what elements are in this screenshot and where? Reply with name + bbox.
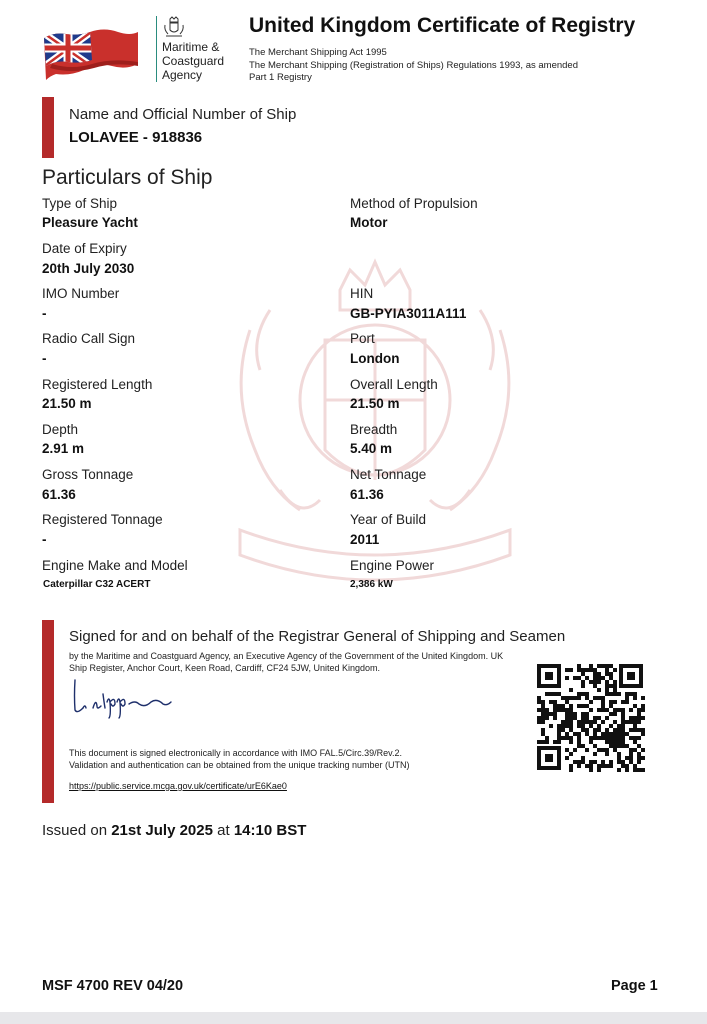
type-of-ship-label: Type of Ship bbox=[42, 196, 118, 211]
registered-length-label: Registered Length bbox=[42, 377, 153, 392]
engine-power-value: 2,386 kW bbox=[350, 579, 393, 590]
qr-code bbox=[535, 662, 645, 772]
engine-model-value: Caterpillar C32 ACERT bbox=[43, 579, 151, 590]
registered-tonnage-value: - bbox=[42, 532, 47, 547]
signature-accent-bar bbox=[42, 620, 54, 803]
issued-time: 14:10 BST bbox=[233, 822, 307, 839]
electronic-signature-notice: This document is signed electronically in accordance with IMO FAL.5/Circ.39/Rev.2. Validation and authentication can be obtained from the unique tracking number (UTN) bbox=[69, 748, 410, 770]
agency-address-text: by the Maritime and Coastguard Agency, an Executive Agency of the Government of the United Kingdom. UK Ship Register, Anchor Court, Keen Road, Cardiff, CF24 5JW, United Kingdom. bbox=[69, 651, 504, 673]
page-number: Page 1 bbox=[611, 978, 658, 994]
propulsion-label: Method of Propulsion bbox=[350, 196, 478, 211]
issued-on-text: Issued on 21st July 2025 at 14:10 BST bbox=[42, 822, 307, 839]
hin-label: HIN bbox=[350, 286, 374, 301]
registered-tonnage-label: Registered Tonnage bbox=[42, 512, 163, 527]
signed-on-behalf-title: Signed for and on behalf of the Registrar General of Shipping and Seamen bbox=[69, 628, 566, 645]
registered-length-value: 21.50 m bbox=[42, 396, 92, 411]
ship-name-label: Name and Official Number of Ship bbox=[69, 106, 297, 123]
royal-crest-icon bbox=[162, 16, 186, 38]
certificate-title: United Kingdom Certificate of Registry bbox=[249, 14, 636, 37]
depth-label: Depth bbox=[42, 422, 79, 437]
type-of-ship-value: Pleasure Yacht bbox=[42, 215, 138, 230]
overall-length-label: Overall Length bbox=[350, 377, 438, 392]
expiry-date-value: 20th July 2030 bbox=[42, 261, 135, 276]
breadth-label: Breadth bbox=[350, 422, 398, 437]
particulars-title: Particulars of Ship bbox=[42, 166, 213, 189]
viewer-bottom-strip bbox=[0, 1012, 707, 1024]
gross-tonnage-label: Gross Tonnage bbox=[42, 467, 134, 482]
gross-tonnage-value: 61.36 bbox=[42, 487, 76, 502]
propulsion-value: Motor bbox=[350, 215, 388, 230]
radio-call-sign-label: Radio Call Sign bbox=[42, 331, 136, 346]
ship-name-accent-bar bbox=[42, 97, 54, 158]
imo-number-label: IMO Number bbox=[42, 286, 120, 301]
ship-name-value: LOLAVEE - 918836 bbox=[69, 129, 203, 146]
year-of-build-label: Year of Build bbox=[350, 512, 427, 527]
breadth-value: 5.40 m bbox=[350, 441, 393, 456]
certificate-verification-link[interactable]: https://public.service.mcga.gov.uk/certificate/urE6Kae0 bbox=[69, 781, 287, 791]
year-of-build-value: 2011 bbox=[350, 532, 380, 547]
overall-length-value: 21.50 m bbox=[350, 396, 400, 411]
form-code: MSF 4700 REV 04/20 bbox=[42, 978, 184, 994]
engine-power-label: Engine Power bbox=[350, 558, 435, 573]
red-ensign-flag-icon bbox=[42, 24, 140, 84]
expiry-date-label: Date of Expiry bbox=[42, 241, 127, 256]
port-value: London bbox=[350, 351, 400, 366]
hin-value: GB-PYIA3011A111 bbox=[350, 306, 467, 321]
issued-date: 21st July 2025 bbox=[111, 822, 213, 839]
radio-call-sign-value: - bbox=[42, 351, 47, 366]
agency-divider bbox=[156, 16, 157, 82]
agency-name: Maritime & Coastguard Agency bbox=[162, 40, 225, 82]
registrar-signature bbox=[69, 672, 179, 722]
net-tonnage-value: 61.36 bbox=[350, 487, 384, 502]
imo-number-value: - bbox=[42, 306, 47, 321]
legislation-references: The Merchant Shipping Act 1995 The Merchant Shipping (Registration of Ships) Regulations 1993, as amended Part 1 Registry bbox=[249, 47, 578, 83]
depth-value: 2.91 m bbox=[42, 441, 85, 456]
net-tonnage-label: Net Tonnage bbox=[350, 467, 427, 482]
port-label: Port bbox=[350, 331, 375, 346]
engine-model-label: Engine Make and Model bbox=[42, 558, 188, 573]
